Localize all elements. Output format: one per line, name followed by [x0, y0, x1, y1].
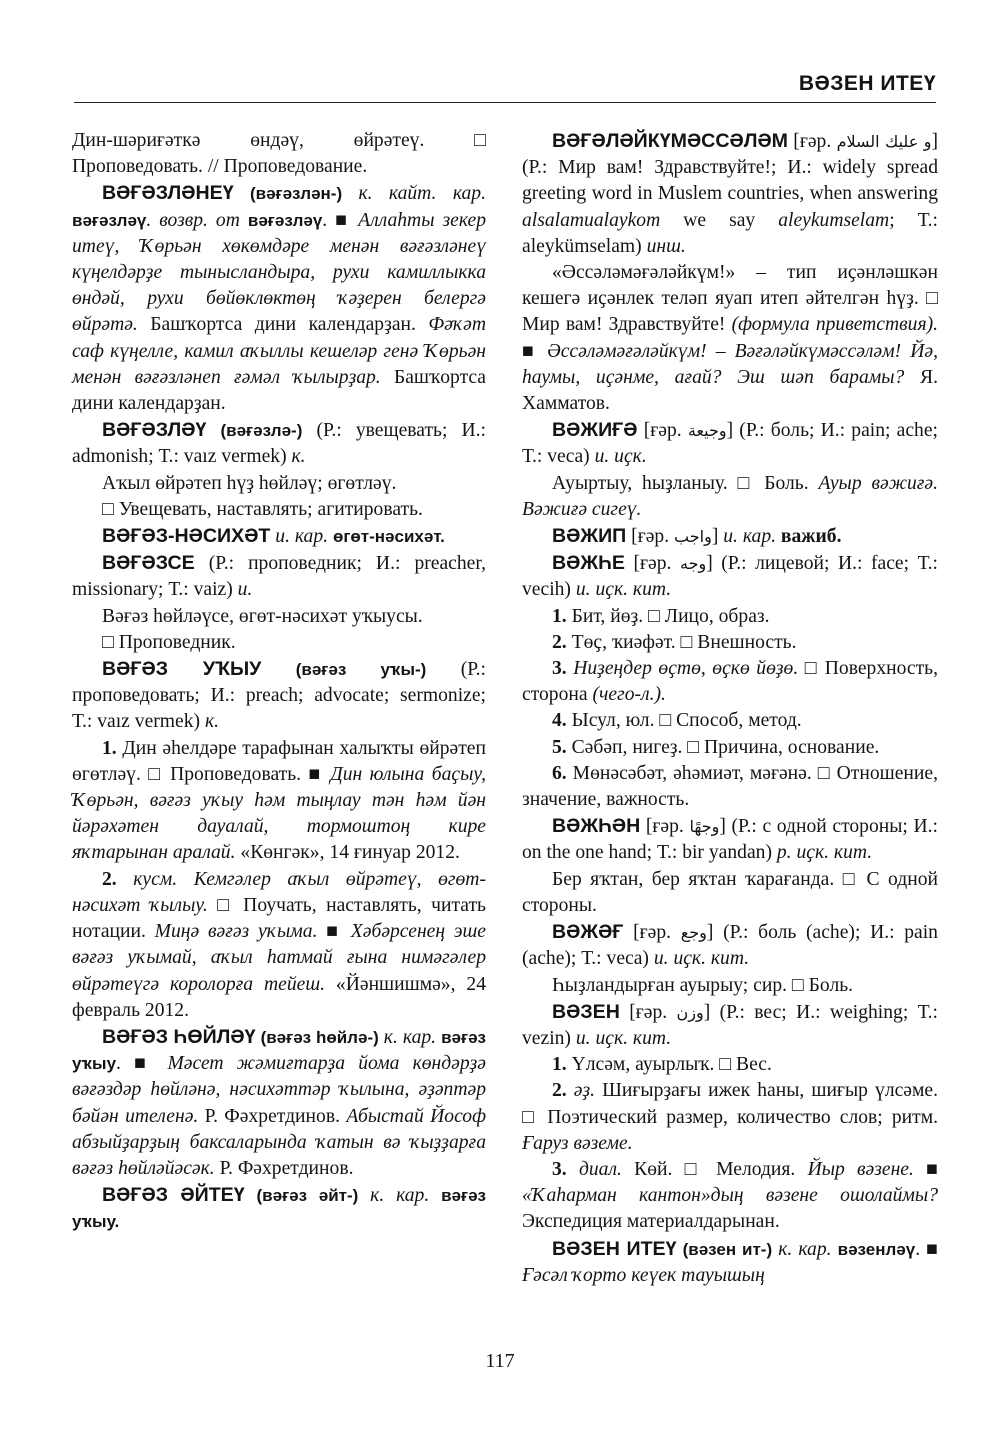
entry-vazhhan: ВӘЖҺӘН [ғәр. وجهًا] (Р.: с одной стороны; И.: on the one hand; Т.: bir yandan) р. иҫк. кит. [522, 815, 938, 864]
definition: Аҡыл өйрәтеп һүҙ һөйләү; өгөтләү. [102, 472, 397, 494]
entry-continuation: Дин-шәриғәткә өндәү, өйрәтеү. □ Проповедовать. // Проповедование. [72, 130, 486, 178]
entry-vazhhe: ВӘЖҺЕ [ғәр. وجه] (Р.: лицевой; И.: face; Т.: vecih) и. иҫк. кит. [522, 552, 938, 601]
right-column [522, 128, 938, 1289]
entry-vazhag: ВӘЖӘҒ [ғәр. وجع] (Р.: боль (ache); И.: pain (ache); Т.: veca) и. иҫк. кит. [522, 921, 938, 970]
definition: «Әссәләмәғәләйкүм!» – тип иҫәнләшкән кешегә иҫәнлек теләп яуап итеп әйтелгән һүҙ. □ Мир вам! Здравствуйте! (формула приветствия). ■ Әссәләмәғәләйкүм! – Вәғәләйкүмәссәләм! Йә, һаумы, иҫәнме, ағай? Эш шәп барамы? Я. Хамматов. [522, 262, 938, 415]
definition: Вәғәз һөйләүсе, өгөт-нәсихәт уҡыусы. [102, 605, 423, 627]
entry-vagazlaneu: ВӘҒӘЗЛӘНЕҮ (вәғәзлән-) к. кайт. кар. вәғәзләү. возвр. от вәғәзләү. ■ Аллаһты зекер итеү, Ҡөрьән хөкөмдәре менән вәғәзләнеү күңелдәрҙе тынысландыра, рухи камиллыкка өндәй, рухи бөйөклөктөң ҡәҙерен белергә өйрәтә. Башҡортса дини календарҙан. Фәҡәт саф күңелле, камил аҡыллы кешеләр генә Ҡөрьән менән вәғәзләнеп ғәмәл ҡылырҙар. Башҡортса дини календарҙан. [72, 182, 487, 415]
translation: □ Проповедник. [102, 631, 236, 653]
sense: 2. кусм. Кемгәлер аҡыл өйрәтеү, өгөт-нәсихәт ҡылыу. □ Поучать, наставлять, читать нотации. Миңә вәғәз уҡыма. ■ Хәбәрсенең эше вәғәз уҡымай, аҡыл һатмай ғына нимәгәлер өйрәтеүгә королорға тейеш. «Йәншишмә», 24 февраль 2012. [72, 868, 486, 1021]
entry-vagalaikumassalam: ВӘҒӘЛӘЙКҮМӘССӘЛӘМ [ғәр. و عليك السلام] (Р.: Мир вам! Здравствуйте!; И.: widely spread greeting word in Muslem countries, when answering alsalamualaykom we say aleykumselam; Т.: aleykümselam) инш. [522, 130, 938, 257]
entry-vazhiga: ВӘЖИҒӘ [ғәр. وجيعة] (Р.: боль; И.: pain; ache; Т.: veca) и. иҫк. [522, 419, 938, 468]
translation: □ Увещевать, наставлять; агитировать. [102, 498, 423, 520]
sense: 5. Сәбәп, нигеҙ. □ Причина, основание. [552, 736, 880, 758]
entry-vagaz-hoylau: ВӘҒӘЗ ҺӨЙЛӘҮ (вәғәз һөйлә-) к. кар. вәғәз уҡыу. ■ Мәсет жәмиғтарҙа йома көндәрҙә вәғәздәр һөйләнә, нәсихәттәр ҡылына, әҙәптәр бәйән ителенә. Р. Фәхретдинов. Абыстай Йософ абзыйҙарҙың баксаларында ҡатын вә ҡыҙҙарға вәғәз һөйләйәсәк. Р. Фәхретдинов. [72, 1025, 487, 1179]
entry-vazhip: ВӘЖИП [ғәр. واجب] и. кар. важиб. [552, 525, 842, 548]
entry-vagaz-ukyu: ВӘҒӘЗ УҠЫУ (вәғәз уҡы-) (Р.: проповедовать; И.: preach; advocate; sermonize; Т.: vaız vermek) к. [72, 658, 487, 733]
definition: Ауыртыу, һыҙланыу. □ Боль. Ауыр вәжиғә. Вәжиғә сигеү. [522, 472, 938, 520]
definition: Һыҙландырған ауырыу; сир. □ Боль. [552, 974, 854, 996]
sense: 4. Ысул, юл. □ Способ, метод. [552, 710, 802, 732]
running-header: ВӘЗЕН ИТЕҮ [798, 72, 936, 95]
left-column [72, 128, 486, 1236]
entry-vagazse: ВӘҒӘЗСЕ (Р.: проповедник; И.: preacher, missionary; Т.: vaiz) и. [72, 552, 486, 601]
sense: 6. Мөнәсәбәт, әһәмиәт, мәғәнә. □ Отношение, значение, важность. [522, 762, 938, 811]
sense: 2. әҙ. Шиғырҙағы ижек һаны, шиғыр үлсәме. □ Поэтический размер, количество слов; ритм. Ғаруз вәземе. [522, 1080, 938, 1154]
sense: 1. Үлсәм, ауырлыҡ. □ Вес. [552, 1054, 772, 1076]
sense: 1. Дин әһелдәре тарафынан халыҡты өйрәтеп өгөтләү. □ Проповедовать. ■ Дин юлына баҫыу, Ҡөрьән, вәғәз уҡыу һәм тыңлау тән һәм йән йәрәхәтен дауалай, тормоштоң кире яҡтарынан аралай. «Көнгәк», 14 ғинуар 2012. [72, 737, 486, 864]
page-number: 117 [485, 1350, 515, 1372]
entry-vazen-iteu: ВӘЗЕН ИТЕҮ (вәзен ит-) к. кар. вәзенләү. ■ Ғәсәл ҡорто кеүек тауышың [522, 1237, 938, 1286]
entry-vazen: ВӘЗЕН [ғәр. وزن] (Р.: вес; И.: weighing; Т.: vezin) и. иҫк. кит. [522, 1000, 938, 1049]
definition: Бер яҡтан, бер яҡтан ҡарағанда. □ С одной стороны. [522, 868, 938, 916]
sense: 3. Ниҙеңдер өҫтө, өҫкө йөҙө. □ Поверхность, сторона (чего-л.). [522, 658, 938, 706]
header-rule [74, 102, 936, 103]
entry-vagaz-nasihat: ВӘҒӘЗ-НӘСИХӘТ и. кар. өгөт-нәсихәт. [102, 525, 445, 548]
sense: 1. Бит, йөҙ. □ Лицо, образ. [552, 605, 770, 627]
sense: 3. диал. Көй. □ Мелодия. Йыр вәзене. ■ «Ҡаһарман кантон»дың вәзене ошолаймы? Экспедиция материалдарынан. [522, 1158, 938, 1233]
entry-vagaz-aiteu: ВӘҒӘЗ ӘЙТЕҮ (вәғәз әйт-) к. кар. вәғәз уҡыу. [72, 1184, 486, 1232]
entry-vagazlau: ВӘҒӘЗЛӘҮ (вәғәзлә-) (Р.: увещевать; И.: admonish; Т.: vaız vermek) к. [72, 419, 486, 468]
sense: 2. Төҫ, ҡиәфәт. □ Внешность. [552, 631, 797, 653]
